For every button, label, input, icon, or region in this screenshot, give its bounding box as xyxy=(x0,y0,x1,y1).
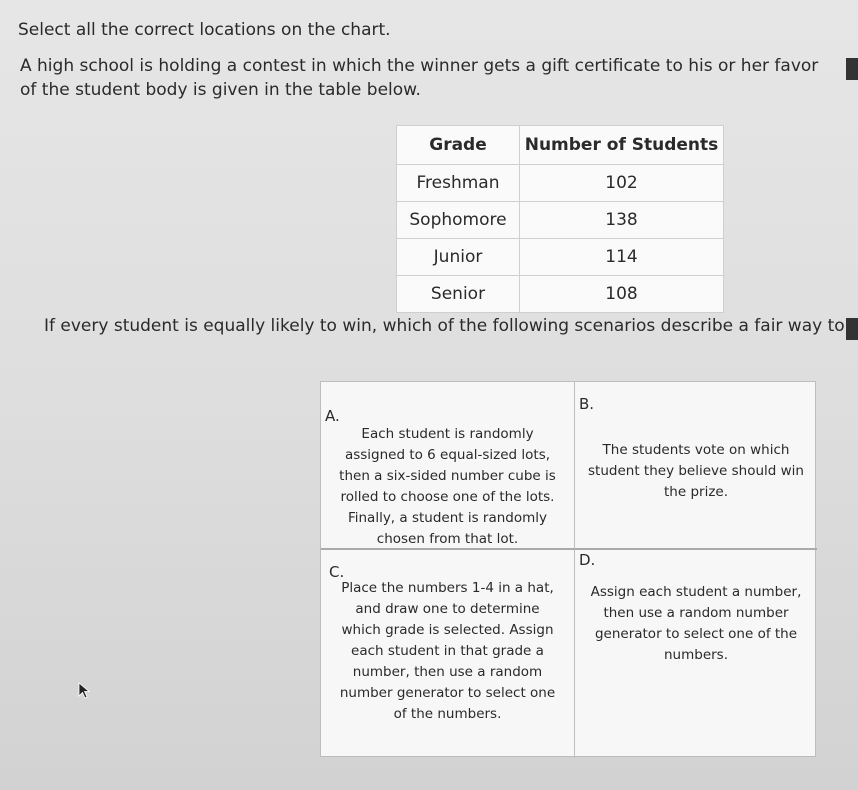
choice-line: Assign each student a number, xyxy=(590,584,802,600)
choice-letter: B. xyxy=(579,395,595,413)
student-count-table xyxy=(396,125,724,313)
choice-line: each student in that grade a xyxy=(351,643,544,659)
choice-line: student they believe should win xyxy=(588,463,804,479)
choice-line: numbers. xyxy=(663,647,728,663)
choice-text xyxy=(321,424,574,550)
cell-count: 138 xyxy=(520,202,724,239)
cell-grade: Freshman xyxy=(397,165,520,202)
choice-line: of the numbers. xyxy=(393,706,502,722)
cell-count: 102 xyxy=(520,165,724,202)
choice-d[interactable] xyxy=(575,550,817,758)
header-grade: Grade xyxy=(397,126,520,165)
choice-line: which grade is selected. Assign xyxy=(341,622,554,638)
cell-count: 108 xyxy=(520,276,724,313)
cell-grade: Senior xyxy=(397,276,520,313)
cell-count: 114 xyxy=(520,239,724,276)
table-row xyxy=(397,239,724,276)
choice-line: number, then use a random xyxy=(352,664,543,680)
instruction-text: Select all the correct locations on the chart. xyxy=(18,20,391,40)
choice-line: then use a random number xyxy=(603,605,789,621)
table-header-row xyxy=(397,126,724,165)
choice-line: number generator to select one xyxy=(339,685,556,701)
choice-line: Place the numbers 1-4 in a hat, xyxy=(341,580,554,596)
header-number-of-students: Number of Students xyxy=(520,126,724,165)
choice-line: Finally, a student is randomly xyxy=(347,510,548,526)
choice-text xyxy=(575,582,817,666)
choice-b[interactable] xyxy=(575,382,817,550)
cell-grade: Sophomore xyxy=(397,202,520,239)
answer-choice-grid xyxy=(320,381,816,757)
choice-text xyxy=(321,578,574,725)
intro-line-1: A high school is holding a contest in which the winner gets a gift certificate to his or her favor xyxy=(20,56,819,76)
choice-line: rolled to choose one of the lots. xyxy=(340,489,555,505)
mouse-pointer-icon xyxy=(78,682,92,700)
choice-letter: A. xyxy=(325,407,340,425)
question-text: If every student is equally likely to win, which of the following scenarios describe a fair way to xyxy=(44,316,845,336)
choice-line: and draw one to determine xyxy=(355,601,540,617)
intro-paragraph xyxy=(20,54,858,102)
choice-line: then a six-sided number cube is xyxy=(339,468,556,484)
choice-line: generator to select one of the xyxy=(594,626,798,642)
choice-line: the prize. xyxy=(664,484,728,500)
choice-line: chosen from that lot. xyxy=(376,531,519,547)
choice-letter: D. xyxy=(579,551,596,569)
cell-grade: Junior xyxy=(397,239,520,276)
choice-line: Each student is randomly xyxy=(361,426,534,442)
choice-a[interactable] xyxy=(321,382,575,550)
table-row xyxy=(397,276,724,313)
table-row xyxy=(397,165,724,202)
choice-letter: C. xyxy=(329,563,345,581)
choice-c[interactable] xyxy=(321,550,575,758)
table-row xyxy=(397,202,724,239)
edge-marker xyxy=(846,318,858,340)
choice-line: The students vote on which xyxy=(602,442,790,458)
intro-line-2: of the student body is given in the table below. xyxy=(20,80,421,100)
edge-marker xyxy=(846,58,858,80)
choice-line: assigned to 6 equal-sized lots, xyxy=(344,447,551,463)
choice-text xyxy=(575,440,817,503)
